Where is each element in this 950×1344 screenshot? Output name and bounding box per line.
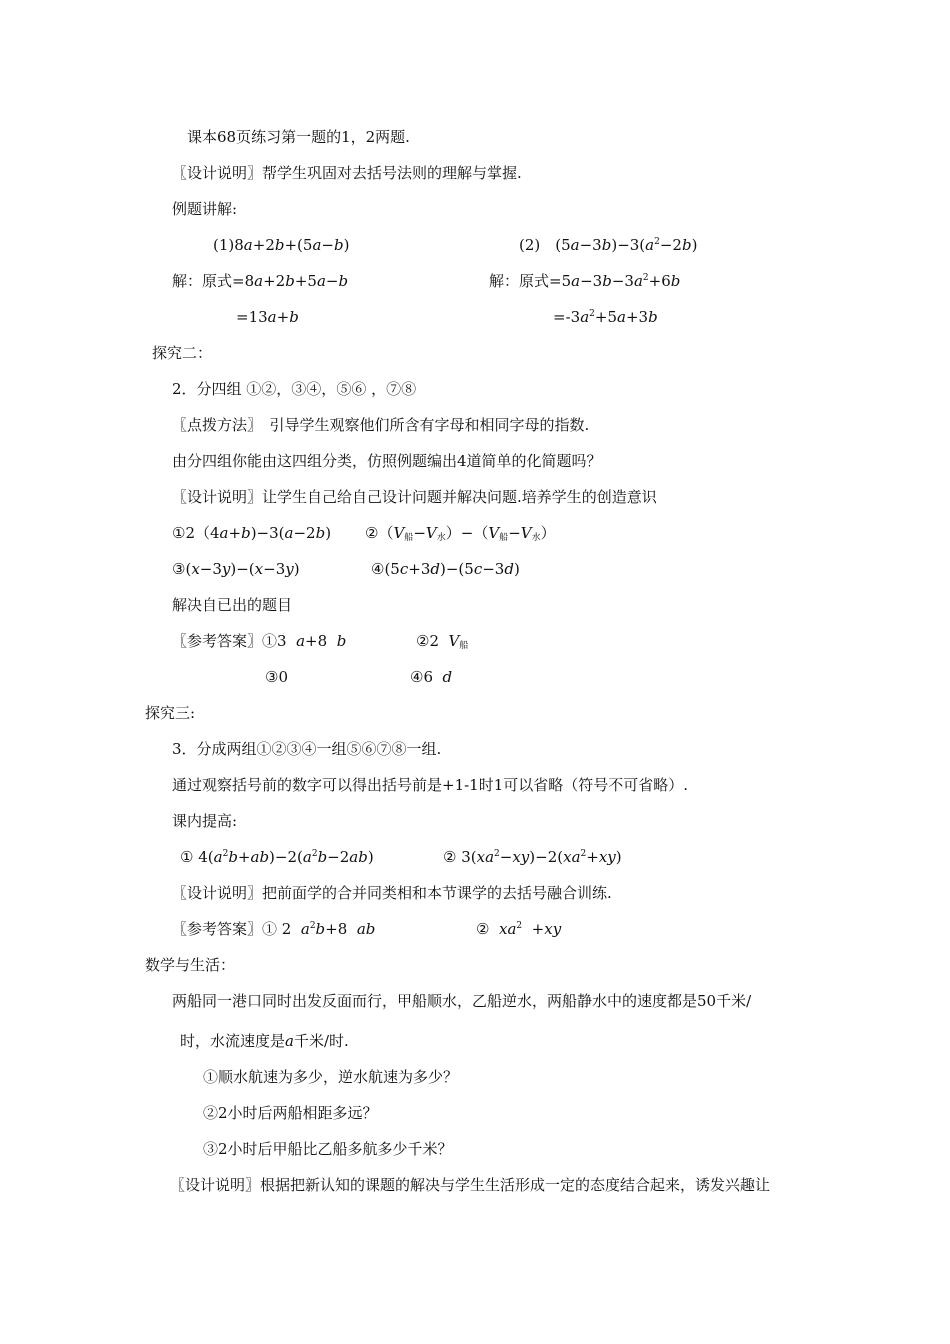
problem-text: 两船同一港口同时出发反面而行，甲船顺水，乙船逆水，两船静水中的速度都是50千米/: [172, 992, 752, 1010]
section-heading: 探究二：: [152, 344, 213, 362]
problem-text: 时，水流速度是a千米/时.: [180, 1032, 349, 1050]
solution-1: 解：原式=8a+2b+5a−b: [172, 272, 349, 290]
answer-2: ②2 $V_船$: [416, 632, 469, 651]
result-1: =13a+b: [236, 308, 299, 326]
answer-4: ④6 d: [410, 668, 453, 686]
exercise-1: ①2（4a+b)−3(a−2b): [172, 524, 332, 542]
question-3: ③2小时后甲船比乙船多航多少千米？: [203, 1140, 453, 1158]
improve-2: ② $3(xa^2-xy)-2(xa^2+xy)$: [443, 848, 622, 866]
result-2: $=-3a^2+5a+3b$: [553, 308, 658, 326]
exercise-3: ③(x−3y)−(x−3y): [172, 560, 300, 578]
design-note: 〖设计说明〗把前面学的合并同类相和本节课学的去括号融合训练.: [172, 884, 612, 902]
text-line: 3．分成两组①②③④一组⑤⑥⑦⑧一组.: [172, 740, 442, 758]
text-line: 由分四组你能由这四组分类，仿照例题编出4道简单的化简题吗？: [172, 452, 602, 470]
answer-1: 〖参考答案〗①3 a+8 b: [172, 632, 347, 650]
example-1: (1)8a+2b+(5a−b): [213, 236, 350, 254]
section-label: 例题讲解:: [172, 200, 238, 218]
answer-improve-1: 〖参考答案〗① 2 $a^2b+8$ ab: [172, 920, 376, 938]
section-heading: 数学与生活：: [145, 956, 236, 974]
text-line: 通过观察括号前的数字可以得出括号前是+1-1时1可以省略（符号不可省略）.: [172, 776, 689, 794]
answer-3: ③0: [265, 668, 288, 686]
hint-note: 〖点拨方法〗 引导学生观察他们所含有字母和相同字母的指数.: [172, 416, 590, 434]
question-1: ①顺水航速为多少，逆水航速为多少？: [203, 1068, 459, 1086]
design-note: 〖设计说明〗让学生自己给自己设计问题并解决问题.培养学生的创造意识: [172, 488, 657, 506]
design-note: 〖设计说明〗根据把新认知的课题的解决与学生生活形成一定的态度结合起来，诱发兴趣让: [170, 1176, 771, 1194]
text-line: 2．分四组 ①②，③④，⑤⑥ ，⑦⑧: [172, 380, 417, 398]
question-2: ②2小时后两船相距多远？: [203, 1104, 378, 1122]
design-note: 〖设计说明〗帮学生巩固对去括号法则的理解与掌握.: [172, 164, 522, 182]
answer-improve-2: ② $xa^2 +xy$: [476, 920, 562, 938]
text-line: 课本68页练习第一题的1，2两题.: [187, 128, 410, 146]
solution-2: 解：原式$=5a-3b-3a^2+6b$: [489, 272, 681, 290]
example-2: (2) $(5a-3b)-3(a^2-2b)$: [519, 236, 698, 254]
exercise-2: $②(V_船-V_水)-(V_船-V_水)$: [365, 524, 556, 543]
section-label: 课内提高:: [172, 812, 238, 830]
text-line: 解决自已出的题目: [172, 596, 293, 614]
improve-1: ① $4(a^2b+ab)-2(a^2b-2ab)$: [180, 848, 374, 866]
exercise-4: ④(5c+3d)−(5c−3d): [371, 560, 520, 578]
section-heading: 探究三:: [145, 704, 196, 722]
